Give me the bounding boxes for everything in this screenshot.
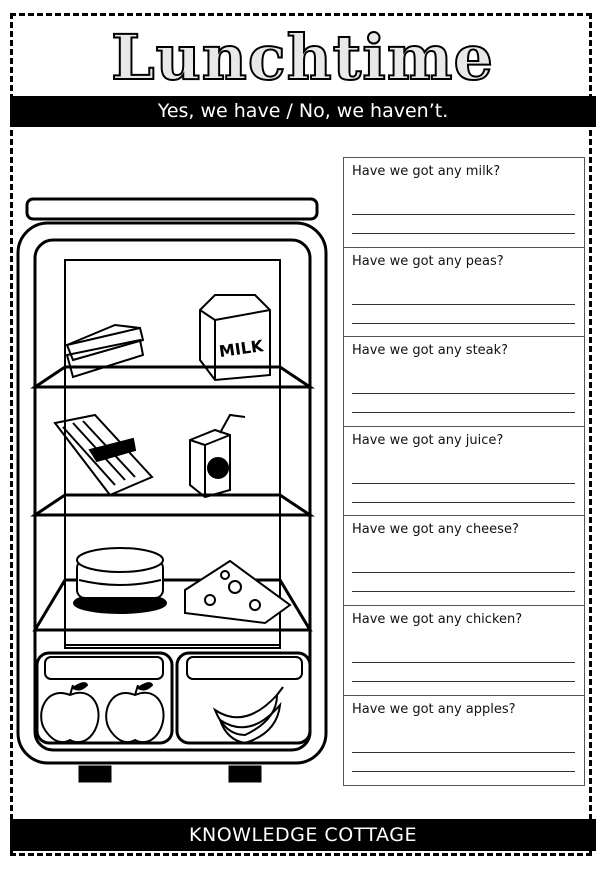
question-row: [344, 158, 584, 248]
answer-line[interactable]: [352, 412, 575, 413]
question-text: Have we got any milk?: [352, 164, 501, 179]
answer-line[interactable]: [352, 323, 575, 324]
answer-line[interactable]: [352, 502, 575, 503]
answer-line[interactable]: [352, 233, 575, 234]
question-row: [344, 427, 584, 517]
juice-box-icon: [190, 415, 245, 497]
answer-line[interactable]: [352, 681, 575, 682]
cheese-icon: [185, 561, 290, 623]
question-text: Have we got any steak?: [352, 343, 509, 359]
question-row: [344, 696, 584, 786]
sandwich-icon: [67, 325, 143, 377]
question-row: [344, 337, 584, 427]
milk-label: MILK: [217, 336, 265, 362]
answer-line[interactable]: [352, 304, 575, 305]
sausages-tray-icon: [55, 415, 152, 495]
question-row: [344, 516, 584, 606]
answer-line[interactable]: [352, 483, 575, 484]
question-text: Have we got any juice?: [352, 432, 504, 448]
crisper-drawer-left: [37, 653, 172, 743]
answer-line[interactable]: [352, 771, 575, 772]
question-text: Have we got any cheese?: [352, 522, 519, 538]
question-text: Have we got any chicken?: [352, 611, 523, 627]
subtitle-banner: Yes, we have / No, we haven’t.: [10, 96, 596, 127]
answer-line[interactable]: [352, 752, 575, 753]
crisper-drawer-right: [177, 653, 310, 743]
cake-icon: [74, 548, 166, 613]
answer-line[interactable]: [352, 572, 575, 573]
question-text: Have we got any apples?: [352, 701, 516, 717]
questions-table: [343, 157, 585, 786]
answer-line[interactable]: [352, 393, 575, 394]
question-row: [344, 606, 584, 696]
apples-icon: [41, 683, 163, 742]
worksheet-title: Lunchtime: [111, 21, 494, 94]
shelf-2: [35, 495, 310, 515]
answer-line[interactable]: [352, 662, 575, 663]
footer-banner: KNOWLEDGE COTTAGE: [10, 819, 596, 851]
fridge-illustration: [15, 195, 330, 785]
question-text: Have we got any peas?: [352, 253, 504, 269]
answer-line[interactable]: [352, 591, 575, 592]
question-row: [344, 248, 584, 338]
answer-line[interactable]: [352, 214, 575, 215]
bananas-icon: [215, 687, 283, 743]
fridge-top: [27, 199, 317, 219]
